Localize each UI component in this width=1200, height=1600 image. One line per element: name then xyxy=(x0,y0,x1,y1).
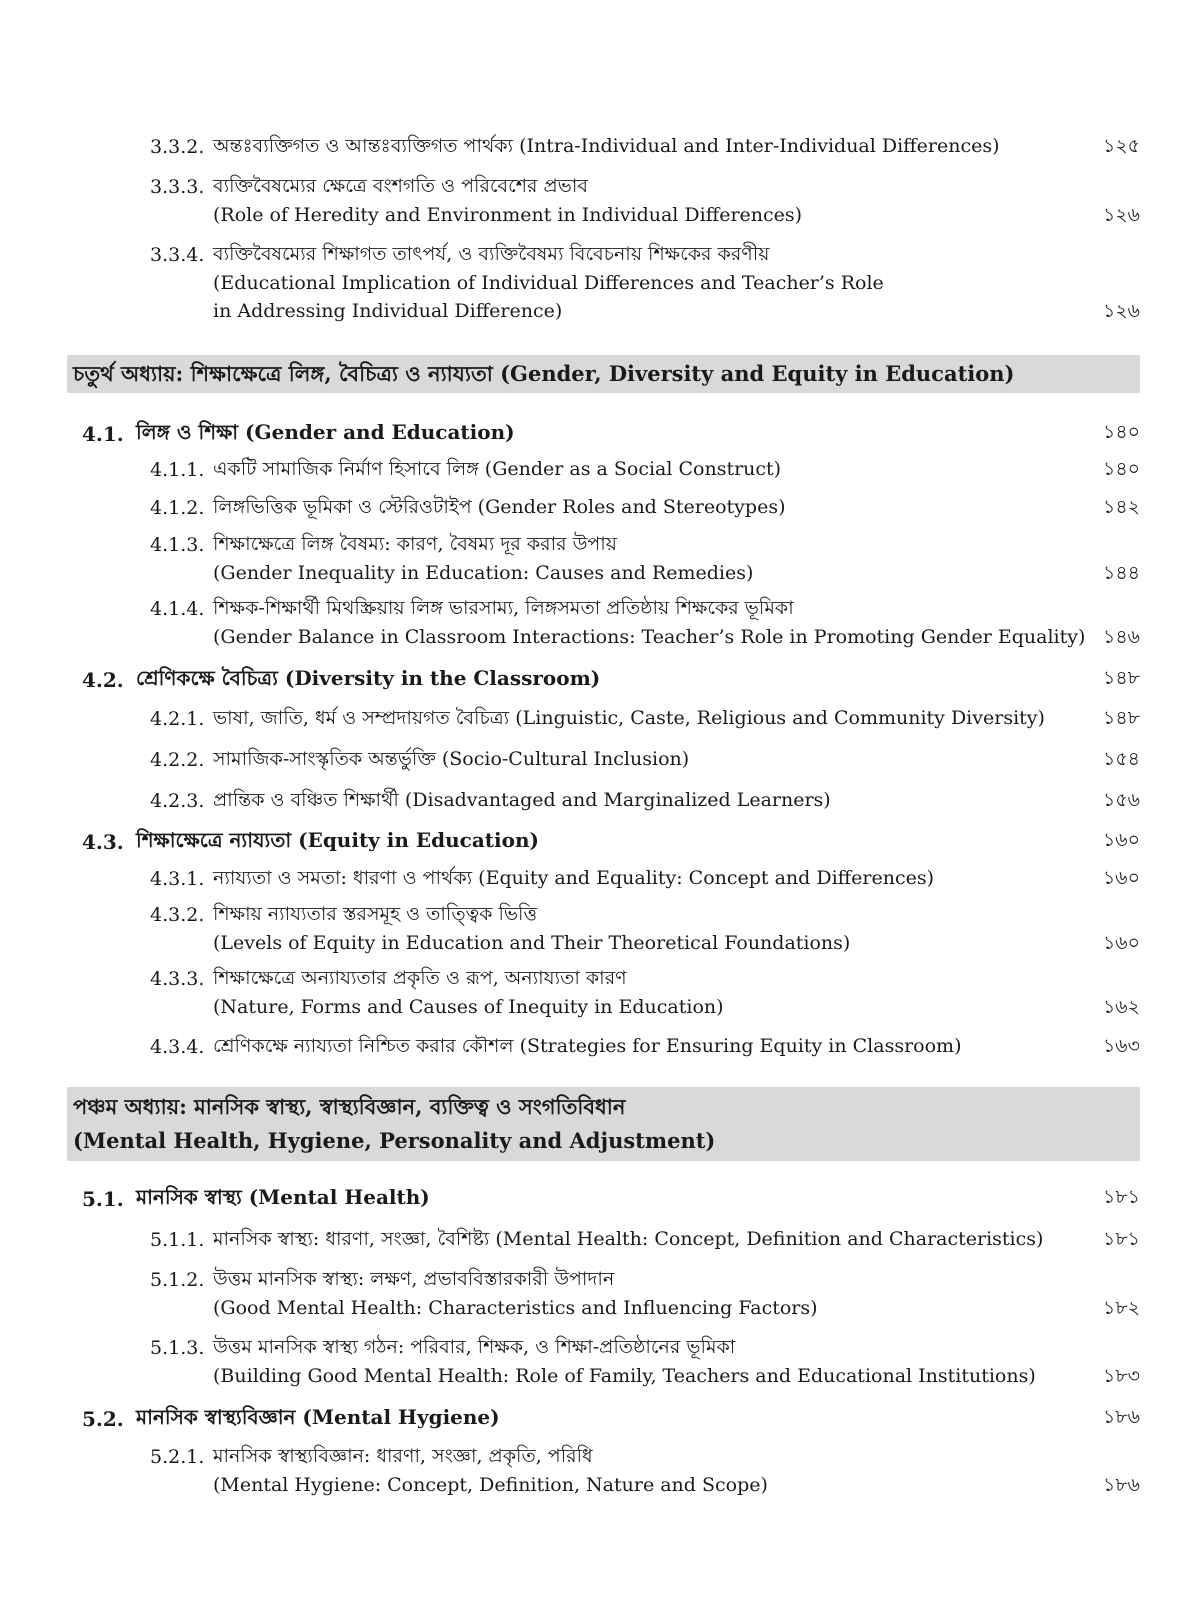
entry-number: 4.1.3. xyxy=(150,534,205,556)
entry-title-bn: উত্তম মানসিক স্বাস্থ্য গঠন: পরিবার, শিক্ষক, ও শিক্ষা-প্রতিষ্ঠানের ভূমিকা xyxy=(213,1336,736,1358)
section-title: মানসিক স্বাস্থ্যবিজ্ঞান (Mental Hygiene) xyxy=(136,1405,500,1429)
entry-title: শ্রেণিকক্ষে ন্যায্যতা নিশ্চিত করার কৌশল (Strategies for Ensuring Equity in Classroom) xyxy=(213,1035,962,1057)
entry-title: অন্তঃব্যক্তিগত ও আন্তঃব্যক্তিগত পার্থক্য (Intra-Individual and Inter-Individual Differences) xyxy=(213,135,1000,157)
entry-title-bn: শিক্ষায় ন্যায্যতার স্তরসমূহ ও তাত্ত্বিক ভিত্তি xyxy=(213,903,538,925)
entry-number: 3.3.2. xyxy=(150,136,205,158)
entry-title-en: (Educational Implication of Individual Differences and Teacher’s Role xyxy=(213,272,884,294)
entry-title-en: (Gender Inequality in Education: Causes and Remedies) xyxy=(213,562,754,584)
entry-number: 4.3.3. xyxy=(150,968,205,990)
entry-number: 3.3.4. xyxy=(150,244,205,266)
entry-title: মানসিক স্বাস্থ্য: ধারণা, সংজ্ঞা, বৈশিষ্ট্য (Mental Health: Concept, Definition and Characteristics) xyxy=(213,1228,1044,1250)
entry-number: 5.1.1. xyxy=(150,1229,205,1251)
entry-title: প্রান্তিক ও বঞ্চিত শিক্ষার্থী (Disadvantaged and Marginalized Learners) xyxy=(213,789,831,811)
section-page: ১৮১ xyxy=(1103,1186,1140,1208)
section-number: 4.1. xyxy=(82,422,124,446)
entry-page: ১৫৬ xyxy=(1102,789,1140,811)
entry-number: 4.2.2. xyxy=(150,749,205,771)
entry-number: 4.2.1. xyxy=(150,708,205,730)
section-number: 5.1. xyxy=(82,1187,124,1211)
section-page: ১৮৬ xyxy=(1102,1406,1140,1428)
entry-number: 4.1.4. xyxy=(150,598,205,620)
section-number: 4.3. xyxy=(82,830,124,854)
entry-title: লিঙ্গভিত্তিক ভূমিকা ও স্টেরিওটাইপ (Gender Roles and Stereotypes) xyxy=(213,496,786,518)
entry-page: ১৮১ xyxy=(1103,1228,1140,1250)
entry-page: ১৪০ xyxy=(1102,458,1140,480)
entry-page: ১৪২ xyxy=(1102,496,1140,518)
section-page: ১৪৮ xyxy=(1103,667,1140,689)
section-page: ১৬০ xyxy=(1102,829,1140,851)
chapter-heading xyxy=(67,355,1140,393)
section-title: শ্রেণিকক্ষে বৈচিত্র্য (Diversity in the Classroom) xyxy=(136,666,601,690)
entry-number: 4.3.1. xyxy=(150,868,205,890)
entry-title-en: (Mental Hygiene: Concept, Definition, Nature and Scope) xyxy=(213,1474,768,1496)
entry-page: ১২৬ xyxy=(1102,300,1140,322)
entry-page: ১৬০ xyxy=(1102,867,1140,889)
entry-page: ১৪৬ xyxy=(1102,626,1140,648)
entry-page: ১৫৪ xyxy=(1103,748,1140,770)
entry-number: 4.1.1. xyxy=(150,459,205,481)
entry-page: ১৬০ xyxy=(1102,932,1140,954)
entry-number: 5.1.2. xyxy=(150,1269,205,1291)
entry-number: 4.2.3. xyxy=(150,790,205,812)
entry-title-en: (Role of Heredity and Environment in Individual Differences) xyxy=(213,204,803,226)
entry-title-bn: ব্যক্তিবৈষম্যের শিক্ষাগত তাৎপর্য, ও ব্যক্তিবৈষম্য বিবেচনায় শিক্ষকের করণীয় xyxy=(213,243,770,265)
entry-number: 5.1.3. xyxy=(150,1337,205,1359)
entry-title: ন্যায্যতা ও সমতা: ধারণা ও পার্থক্য (Equity and Equality: Concept and Differences) xyxy=(213,867,935,889)
entry-page: ১৮৩ xyxy=(1102,1365,1140,1387)
section-title: মানসিক স্বাস্থ্য (Mental Health) xyxy=(136,1185,430,1209)
entry-page: ১২৬ xyxy=(1102,204,1140,226)
section-title: শিক্ষাক্ষেত্রে ন্যায্যতা (Equity in Education) xyxy=(136,828,539,852)
entry-number: 4.3.4. xyxy=(150,1036,205,1058)
section-number: 5.2. xyxy=(82,1407,124,1431)
entry-title-en: (Gender Balance in Classroom Interactions: Teacher’s Role in Promoting Gender Equality) xyxy=(213,626,1086,648)
entry-title: ভাষা, জাতি, ধর্ম ও সম্প্রদায়গত বৈচিত্র্য (Linguistic, Caste, Religious and Community Diversity) xyxy=(213,707,1045,729)
chapter-title: পঞ্চম অধ্যায়: মানসিক স্বাস্থ্য, স্বাস্থ্যবিজ্ঞান, ব্যক্তিত্ব ও সংগতিবিধান xyxy=(73,1094,626,1119)
entry-page: ১৮২ xyxy=(1102,1297,1140,1319)
entry-title-en: (Good Mental Health: Characteristics and Influencing Factors) xyxy=(213,1297,818,1319)
entry-title-en-cont: in Addressing Individual Difference) xyxy=(213,300,563,322)
entry-number: 4.3.2. xyxy=(150,904,205,926)
section-page: ১৪০ xyxy=(1102,421,1140,443)
entry-page: ১৪৪ xyxy=(1103,562,1140,584)
entry-number: 5.2.1. xyxy=(150,1446,205,1468)
section-number: 4.2. xyxy=(82,668,124,692)
entry-number: 4.1.2. xyxy=(150,497,205,519)
entry-page: ১৬২ xyxy=(1102,996,1140,1018)
entry-title-bn: শিক্ষাক্ষেত্রে লিঙ্গ বৈষম্য: কারণ, বৈষম্য দূর করার উপায় xyxy=(213,533,617,555)
entry-page: ১৮৬ xyxy=(1102,1474,1140,1496)
entry-title: সামাজিক-সাংস্কৃতিক অন্তর্ভুক্তি (Socio-Cultural Inclusion) xyxy=(213,748,690,770)
entry-page: ১৬৩ xyxy=(1102,1035,1140,1057)
entry-title-bn: শিক্ষাক্ষেত্রে অন্যায্যতার প্রকৃতি ও রূপ, অন্যায্যতা কারণ xyxy=(213,967,627,989)
chapter-title: চতুর্থ অধ্যায়: শিক্ষাক্ষেত্রে লিঙ্গ, বৈচিত্র্য ও ন্যায্যতা (Gender, Diversity and Equity in Education) xyxy=(73,361,1015,386)
entry-title-en: (Levels of Equity in Education and Their Theoretical Foundations) xyxy=(213,932,851,954)
entry-title-en: (Building Good Mental Health: Role of Family, Teachers and Educational Institutions) xyxy=(213,1365,1036,1387)
chapter-title-en: (Mental Health, Hygiene, Personality and Adjustment) xyxy=(73,1128,716,1153)
entry-number: 3.3.3. xyxy=(150,176,205,198)
entry-title-bn: উত্তম মানসিক স্বাস্থ্য: লক্ষণ, প্রভাববিস্তারকারী উপাদান xyxy=(213,1268,615,1290)
entry-title: একটি সামাজিক নির্মাণ হিসাবে লিঙ্গ (Gender as a Social Construct) xyxy=(213,458,782,480)
entry-page: ১২৫ xyxy=(1102,135,1140,157)
entry-title-en: (Nature, Forms and Causes of Inequity in Education) xyxy=(213,996,724,1018)
section-title: লিঙ্গ ও শিক্ষা (Gender and Education) xyxy=(136,420,515,444)
entry-page: ১৪৮ xyxy=(1103,707,1140,729)
chapter-heading xyxy=(67,1087,1140,1161)
entry-title-bn: মানসিক স্বাস্থ্যবিজ্ঞান: ধারণা, সংজ্ঞা, প্রকৃতি, পরিধি xyxy=(213,1445,593,1467)
entry-title-bn: শিক্ষক-শিক্ষার্থী মিথস্ক্রিয়ায় লিঙ্গ ভারসাম্য, লিঙ্গসমতা প্রতিষ্ঠায় শিক্ষকের ভূমিকা xyxy=(213,597,794,619)
entry-title-bn: ব্যক্তিবৈষম্যের ক্ষেত্রে বংশগতি ও পরিবেশের প্রভাব xyxy=(213,175,588,197)
